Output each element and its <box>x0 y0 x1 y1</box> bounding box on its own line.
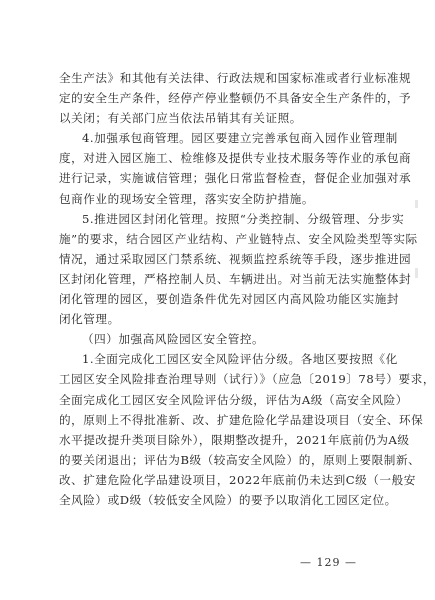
text-line: 闭化管理。 <box>59 312 120 327</box>
page-number: — 129 — <box>300 556 357 569</box>
text-line: 的，原则上不得批准新、改、扩建危险化学品建设项目（安全、环保 <box>59 412 424 427</box>
section-heading: （四）加强高风险园区安全管控。 <box>82 332 265 347</box>
text-line: 进行记录，实施诚信管理；强化日常监督检查，督促企业加强对承 <box>59 171 412 186</box>
text-line: 全风险）或D级（较低安全风险）的要予以取消化工园区定位。 <box>59 492 397 507</box>
text-line: 水平提改提升类项目除外），限期整改提升，2021年底前仍为A级 <box>59 432 410 447</box>
text-line: 的要关闭退出；评估为B级（较高安全风险）的，原则上要限制新、 <box>59 452 421 467</box>
text-line: 4.加强承包商管理。园区要建立完善承包商入园作业管理制 <box>82 131 398 146</box>
text-line: 1.全面完成化工园区安全风险评估分级。各地区要按照《化 <box>82 352 398 367</box>
text-line: 情况，通过采取园区门禁系统、视频监控系统等手段，逐步推进园 <box>59 251 412 266</box>
text-line: 定的安全生产条件，经停产停业整顿仍不具备安全生产条件的，予 <box>59 91 412 106</box>
text-line: 包商作业的现场安全管理，落实安全防护措施。 <box>59 191 315 206</box>
text-line: 5.推进园区封闭化管理。按照“分类控制、分级管理、分步实 <box>82 211 405 226</box>
text-line: 以关闭；有关部门应当依法吊销其有关证照。 <box>59 111 302 126</box>
text-line: 工园区安全风险排查治理导则（试行）》（应急〔2019〕78号）要求， <box>59 372 435 387</box>
body-text <box>59 68 435 510</box>
text-line: 改、扩建危险化学品建设项目，2022年底前仍未达到C级（一般安 <box>59 472 416 487</box>
text-line: 闭化管理的园区，要创造条件优先对园区内高风险功能区实施封 <box>59 292 400 307</box>
text-line: 区封闭化管理，严格控制人员、车辆进出。对当前无法实施整体封 <box>59 271 412 286</box>
text-line: 度，对进入园区施工、检维修及提供专业技术服务等作业的承包商 <box>59 151 412 166</box>
text-line: 全生产法》和其他有关法律、行政法规和国家标准或者行业标准规 <box>59 71 412 85</box>
text-line: 全面完成化工园区安全风险评估分级，评估为A级（高安全风险） <box>59 392 408 407</box>
scan-mark <box>415 200 418 208</box>
text-line: 施”的要求，结合园区产业结构、产业链特点、安全风险类型等实际 <box>59 231 418 246</box>
scan-mark <box>415 268 418 278</box>
